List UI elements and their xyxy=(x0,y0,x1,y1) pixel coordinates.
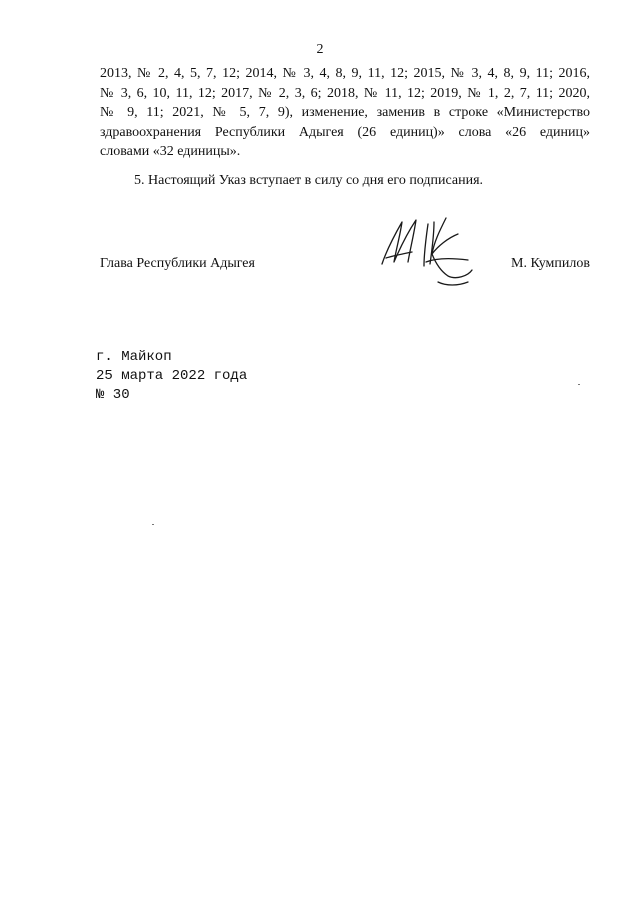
paragraph-line: № 3, 6, 10, 11, 12; 2017, № 2, 3, 6; 2018, № 11, 12; 2019, № 1, 2, 7, 11; 2020, xyxy=(100,85,590,101)
paragraph-5: 5. Настоящий Указ вступает в силу со дня его подписания. xyxy=(134,173,484,188)
place-date-number xyxy=(96,348,247,405)
paragraph-line: № 9, 11; 2021, № 5, 7, 9), изменение, заменив в строке «Министерство xyxy=(100,105,590,120)
issue-city: г. Майкоп xyxy=(96,349,172,365)
decree-number: № 30 xyxy=(96,387,130,403)
handwritten-signature xyxy=(376,212,496,290)
signatory-name: М. Кумпилов xyxy=(511,256,590,271)
signatory-role: Глава Республики Адыгея xyxy=(100,256,255,271)
paragraph-line: словами «32 единицы». xyxy=(100,144,241,159)
page-number: 2 xyxy=(316,42,324,57)
scan-speck xyxy=(152,524,154,525)
scan-speck xyxy=(578,384,580,385)
issue-date: 25 марта 2022 года xyxy=(96,368,248,384)
continued-paragraph xyxy=(100,64,590,162)
paragraph-line: 2013, № 2, 4, 5, 7, 12; 2014, № 3, 4, 8, 9, 11, 12; 2015, № 3, 4, 8, 9, 11; 2016, xyxy=(100,66,590,81)
paragraph-line: здравоохранения Республики Адыгея (26 единиц)» слова «26 единиц» xyxy=(100,124,590,140)
